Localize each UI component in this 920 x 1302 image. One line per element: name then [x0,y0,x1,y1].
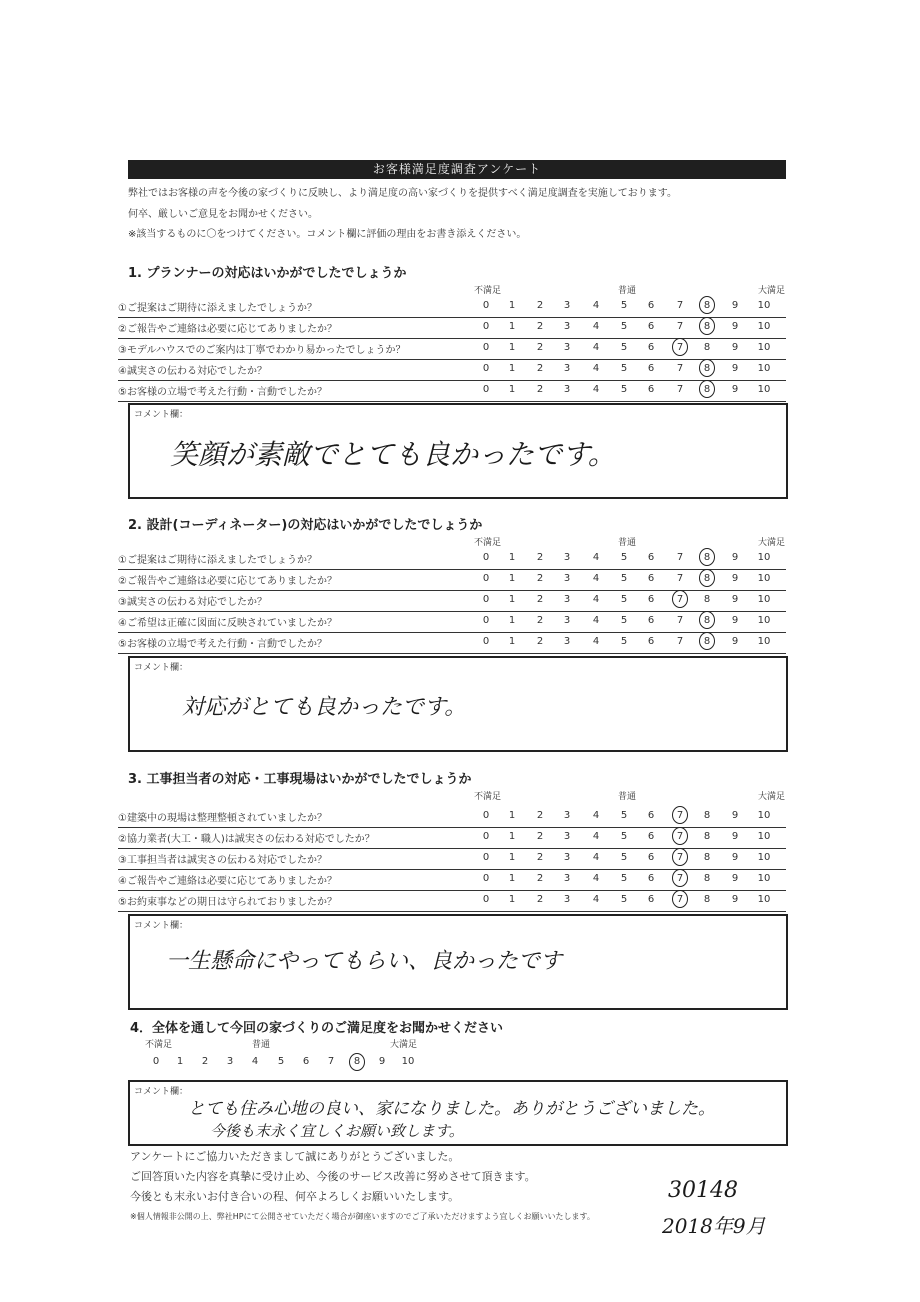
section-1-comment-text: 笑顔が素敵でとても良かったです。 [170,438,616,471]
rating-option-9[interactable]: 9 [731,594,739,605]
rating-option-0[interactable]: 0 [482,342,490,353]
rating-option-1[interactable]: 1 [508,552,516,563]
question-row [118,827,786,849]
rating-option-8[interactable]: 8 [703,852,711,863]
rating-option-7[interactable]: 7 [676,384,684,395]
intro-line-1: 弊社ではお客様の声を今後の家づくりに反映し、より満足度の高い家づくりを提供すべく満足度調査を実施しております。 [128,188,677,199]
rating-option-8[interactable]: 8 [703,552,711,563]
rating-option-2[interactable]: 2 [536,636,544,647]
rating-option-10[interactable]: 10 [757,342,771,353]
rating-option-9[interactable]: 9 [731,573,739,584]
rating-option-7[interactable]: 7 [676,594,684,605]
rating-option-4[interactable]: 4 [592,573,600,584]
rating-option-3[interactable]: 3 [563,300,571,311]
rating-option-10[interactable]: 10 [757,852,771,863]
rating-option-3[interactable]: 3 [563,321,571,332]
question-text: ⑤お約束事などの期日は守られておりましたか？ [118,897,337,908]
rating-option-4[interactable]: 4 [592,810,600,821]
rating-option-5[interactable]: 5 [620,810,628,821]
rating-option-7[interactable]: 7 [676,363,684,374]
rating-option-7[interactable]: 7 [676,300,684,311]
rating-option-9[interactable]: 9 [731,321,739,332]
rating-option-8[interactable]: 8 [703,342,711,353]
rating-option-8[interactable]: 8 [703,573,711,584]
rating-option-0[interactable]: 0 [482,594,490,605]
rating-option-8[interactable]: 8 [703,810,711,821]
section-3-title: 3. 工事担当者の対応・工事現場はいかがでしたでしょうか [128,772,472,787]
rating-option-8[interactable]: 8 [703,873,711,884]
rating-option-3[interactable]: 3 [563,873,571,884]
rating-option-2[interactable]: 2 [536,300,544,311]
rating-option-0[interactable]: 0 [482,384,490,395]
rating-option-7[interactable]: 7 [676,552,684,563]
selected-rating-circle [699,380,715,398]
selected-rating-circle [699,317,715,335]
rating-option-5[interactable]: 5 [620,342,628,353]
handwritten-id: 30148 [668,1178,738,1203]
rating-option-3[interactable]: 3 [563,810,571,821]
rating-option-5[interactable]: 5 [620,363,628,374]
rating-option-3[interactable]: 3 [563,573,571,584]
rating-option-2[interactable]: 2 [536,810,544,821]
rating-option-2[interactable]: 2 [536,321,544,332]
question-row [118,569,786,591]
question-row [118,890,786,912]
rating-option-0[interactable]: 0 [482,810,490,821]
rating-option-2[interactable]: 2 [536,852,544,863]
rating-option-9[interactable]: 9 [731,363,739,374]
rating-option-8[interactable]: 8 [703,300,711,311]
rating-option-4[interactable]: 4 [592,321,600,332]
rating-option-9[interactable]: 9 [731,342,739,353]
rating-option-8[interactable]: 8 [703,384,711,395]
rating-option-4[interactable]: 4 [592,342,600,353]
selected-rating-circle [672,890,688,908]
intro-line-3: ※該当するものに〇をつけてください。コメント欄に評価の理由をお書き添えください。 [128,229,527,240]
rating-option-10[interactable]: 10 [757,636,771,647]
question-text: ②協力業者(大工・職人)は誠実さの伝わる対応でしたか？ [118,834,375,845]
section-4-comment-line-2: 今後も末永く宜しくお願い致します。 [210,1122,464,1140]
rating-option-3[interactable]: 3 [563,552,571,563]
rating-option-0[interactable]: 0 [482,615,490,626]
section-1-scale-mid: 普通 [618,286,637,296]
section-1-comment-box [128,403,788,499]
question-text: ③工事担当者は誠実さの伝わる対応でしたか？ [118,855,327,866]
rating-option-6[interactable]: 6 [647,321,655,332]
rating-option-2[interactable]: 2 [536,384,544,395]
rating-option-5[interactable]: 5 [620,384,628,395]
rating-option-1[interactable]: 1 [508,573,516,584]
rating-option-2[interactable]: 2 [536,894,544,905]
rating-option-9[interactable]: 9 [731,552,739,563]
question-row [118,590,786,612]
rating-option-4[interactable]: 4 [592,300,600,311]
question-row [118,338,786,360]
rating-option-2[interactable]: 2 [536,342,544,353]
rating-option-4[interactable]: 4 [592,384,600,395]
rating-option-6[interactable]: 6 [647,594,655,605]
rating-option-9[interactable]: 9 [731,873,739,884]
section-2-scale-mid: 普通 [618,538,637,548]
handwritten-date: 2018年9月 [662,1214,766,1238]
comment-label: コメント欄： [134,921,189,931]
question-text: ③モデルハウスでのご案内は丁寧でわかり易かったでしょうか？ [118,345,406,356]
rating-option-1[interactable]: 1 [508,636,516,647]
rating-option-10[interactable]: 10 [757,831,771,842]
rating-option-7[interactable]: 7 [676,342,684,353]
question-row [118,380,786,402]
selected-rating-circle [672,869,688,887]
rating-option-2[interactable]: 2 [536,552,544,563]
rating-option-8[interactable]: 8 [703,615,711,626]
rating-option-4[interactable]: 4 [592,363,600,374]
rating-option-10[interactable]: 10 [401,1056,415,1067]
rating-option-5[interactable]: 5 [620,573,628,584]
rating-option-7[interactable]: 7 [676,636,684,647]
question-row [118,848,786,870]
question-row [118,359,786,381]
rating-option-4[interactable]: 4 [251,1056,259,1067]
rating-option-6[interactable]: 6 [647,636,655,647]
rating-option-6[interactable]: 6 [647,552,655,563]
question-text: ③誠実さの伝わる対応でしたか？ [118,597,267,608]
rating-option-1[interactable]: 1 [508,873,516,884]
section-4-rating-scale [0,1056,920,1076]
rating-option-8[interactable]: 8 [703,636,711,647]
closing-line-3: 今後とも末永いお付き合いの程、何卒よろしくお願いいたします。 [130,1190,460,1203]
selected-rating-circle [672,827,688,845]
rating-option-8[interactable]: 8 [703,321,711,332]
question-text: ①ご提案はご期待に添えましたでしょうか？ [118,303,317,314]
section-4-scale-mid: 普通 [252,1040,271,1050]
rating-option-2[interactable]: 2 [536,573,544,584]
section-2-comment-box [128,656,788,752]
rating-option-5[interactable]: 5 [620,894,628,905]
section-2-comment-text: 対応がとても良かったです。 [182,695,467,720]
section-4-comment-line-1: とても住み心地の良い、家になりました。ありがとうございました。 [188,1099,715,1119]
question-text: ⑤お客様の立場で考えた行動・言動でしたか？ [118,639,327,650]
rating-option-1[interactable]: 1 [508,852,516,863]
rating-option-3[interactable]: 3 [563,363,571,374]
question-row [118,869,786,891]
question-row [118,611,786,633]
rating-option-3[interactable]: 3 [563,384,571,395]
rating-option-6[interactable]: 6 [302,1056,310,1067]
selected-rating-circle [699,569,715,587]
rating-option-10[interactable]: 10 [757,552,771,563]
selected-rating-circle [672,806,688,824]
section-3-scale-high: 大満足 [758,792,786,802]
rating-option-7[interactable]: 7 [676,573,684,584]
rating-option-5[interactable]: 5 [620,552,628,563]
rating-option-4[interactable]: 4 [592,594,600,605]
question-row [118,548,786,570]
section-2-scale-high: 大満足 [758,538,786,548]
rating-option-0[interactable]: 0 [482,852,490,863]
rating-option-4[interactable]: 4 [592,894,600,905]
rating-option-3[interactable]: 3 [563,342,571,353]
rating-option-0[interactable]: 0 [482,636,490,647]
comment-label: コメント欄： [134,1087,189,1097]
rating-option-5[interactable]: 5 [620,852,628,863]
rating-option-5[interactable]: 5 [620,873,628,884]
rating-option-8[interactable]: 8 [703,894,711,905]
selected-rating-circle [672,590,688,608]
rating-option-6[interactable]: 6 [647,363,655,374]
selected-rating-circle [672,848,688,866]
section-4-comment-box [128,1080,788,1146]
rating-option-1[interactable]: 1 [508,894,516,905]
rating-option-10[interactable]: 10 [757,363,771,374]
rating-option-9[interactable]: 9 [731,852,739,863]
rating-option-9[interactable]: 9 [731,384,739,395]
question-row [118,296,786,318]
rating-option-6[interactable]: 6 [647,831,655,842]
rating-option-1[interactable]: 1 [508,321,516,332]
rating-option-3[interactable]: 3 [563,894,571,905]
rating-option-2[interactable]: 2 [201,1056,209,1067]
rating-option-0[interactable]: 0 [482,873,490,884]
rating-option-0[interactable]: 0 [482,363,490,374]
section-2-title: 2. 設計(コーディネーター)の対応はいかがでしたでしょうか [128,518,483,533]
question-text: ①ご提案はご期待に添えましたでしょうか？ [118,555,317,566]
rating-option-4[interactable]: 4 [592,852,600,863]
rating-option-3[interactable]: 3 [563,615,571,626]
rating-option-8[interactable]: 8 [353,1056,361,1067]
rating-option-7[interactable]: 7 [327,1056,335,1067]
rating-option-1[interactable]: 1 [508,594,516,605]
question-text: ②ご報告やご連絡は必要に応じてありましたか？ [118,576,337,587]
rating-option-9[interactable]: 9 [378,1056,386,1067]
rating-option-5[interactable]: 5 [620,594,628,605]
rating-option-4[interactable]: 4 [592,831,600,842]
question-text: ①建築中の現場は整理整頓されていましたか？ [118,813,327,824]
rating-option-5[interactable]: 5 [620,300,628,311]
rating-option-6[interactable]: 6 [647,573,655,584]
rating-option-7[interactable]: 7 [676,852,684,863]
rating-option-6[interactable]: 6 [647,384,655,395]
section-4-title: 4．全体を通して今回の家づくりのご満足度をお聞かせください [130,1021,504,1036]
rating-option-6[interactable]: 6 [647,615,655,626]
rating-option-10[interactable]: 10 [757,321,771,332]
question-row [118,317,786,339]
rating-option-1[interactable]: 1 [508,384,516,395]
rating-option-6[interactable]: 6 [647,873,655,884]
rating-option-9[interactable]: 9 [731,810,739,821]
rating-option-8[interactable]: 8 [703,594,711,605]
rating-option-0[interactable]: 0 [482,300,490,311]
question-row [118,806,786,828]
rating-option-10[interactable]: 10 [757,615,771,626]
selected-rating-circle [699,611,715,629]
selected-rating-circle [699,359,715,377]
closing-line-1: アンケートにご協力いただきまして誠にありがとうございました。 [130,1150,460,1163]
rating-option-7[interactable]: 7 [676,894,684,905]
rating-option-9[interactable]: 9 [731,300,739,311]
rating-option-0[interactable]: 0 [482,321,490,332]
comment-label: コメント欄： [134,663,189,673]
selected-rating-circle [699,296,715,314]
rating-option-5[interactable]: 5 [620,615,628,626]
rating-option-10[interactable]: 10 [757,300,771,311]
rating-option-6[interactable]: 6 [647,810,655,821]
question-text: ④ご報告やご連絡は必要に応じてありましたか？ [118,876,337,887]
rating-option-1[interactable]: 1 [508,363,516,374]
rating-option-10[interactable]: 10 [757,573,771,584]
rating-option-4[interactable]: 4 [592,552,600,563]
rating-option-10[interactable]: 10 [757,873,771,884]
rating-option-4[interactable]: 4 [592,873,600,884]
rating-option-0[interactable]: 0 [482,831,490,842]
rating-option-3[interactable]: 3 [226,1056,234,1067]
rating-option-3[interactable]: 3 [563,636,571,647]
rating-option-7[interactable]: 7 [676,831,684,842]
rating-option-8[interactable]: 8 [703,831,711,842]
rating-option-1[interactable]: 1 [508,810,516,821]
section-1-scale-high: 大満足 [758,286,786,296]
survey-title-bar [128,160,786,179]
section-3-comment-text: 一生懸命にやってもらい、良かったです [166,949,563,974]
rating-option-3[interactable]: 3 [563,594,571,605]
rating-option-5[interactable]: 5 [620,321,628,332]
section-4-scale-high: 大満足 [390,1040,418,1050]
rating-option-9[interactable]: 9 [731,894,739,905]
rating-option-5[interactable]: 5 [620,636,628,647]
rating-option-1[interactable]: 1 [508,342,516,353]
rating-option-1[interactable]: 1 [508,615,516,626]
comment-label: コメント欄： [134,410,189,420]
rating-option-3[interactable]: 3 [563,831,571,842]
rating-option-7[interactable]: 7 [676,873,684,884]
rating-option-10[interactable]: 10 [757,384,771,395]
question-text: ⑤お客様の立場で考えた行動・言動でしたか？ [118,387,327,398]
selected-rating-circle [349,1053,365,1071]
intro-line-2: 何卒、厳しいご意見をお聞かせください。 [128,209,318,220]
rating-option-0[interactable]: 0 [482,894,490,905]
rating-option-10[interactable]: 10 [757,810,771,821]
section-1-title: 1. プランナーの対応はいかがでしたでしょうか [128,266,407,281]
rating-option-6[interactable]: 6 [647,852,655,863]
rating-option-2[interactable]: 2 [536,363,544,374]
rating-option-10[interactable]: 10 [757,594,771,605]
rating-option-5[interactable]: 5 [620,831,628,842]
rating-option-4[interactable]: 4 [592,636,600,647]
selected-rating-circle [699,632,715,650]
question-text: ②ご報告やご連絡は必要に応じてありましたか？ [118,324,337,335]
rating-option-7[interactable]: 7 [676,615,684,626]
rating-option-6[interactable]: 6 [647,300,655,311]
rating-option-6[interactable]: 6 [647,894,655,905]
rating-option-1[interactable]: 1 [508,300,516,311]
rating-option-10[interactable]: 10 [757,894,771,905]
rating-option-9[interactable]: 9 [731,831,739,842]
rating-option-8[interactable]: 8 [703,363,711,374]
section-4-scale-low: 不満足 [145,1040,173,1050]
rating-option-6[interactable]: 6 [647,342,655,353]
rating-option-7[interactable]: 7 [676,321,684,332]
question-text: ④誠実さの伝わる対応でしたか？ [118,366,267,377]
rating-option-3[interactable]: 3 [563,852,571,863]
rating-option-0[interactable]: 0 [482,573,490,584]
rating-option-1[interactable]: 1 [176,1056,184,1067]
section-3-scale-mid: 普通 [618,792,637,802]
question-row [118,632,786,654]
selected-rating-circle [699,548,715,566]
rating-option-7[interactable]: 7 [676,810,684,821]
section-3-scale-low: 不満足 [474,792,502,802]
rating-option-2[interactable]: 2 [536,873,544,884]
closing-line-2: ご回答頂いた内容を真摯に受け止め、今後のサービス改善に努めさせて頂きます。 [130,1170,536,1183]
privacy-note: ※個人情報非公開の上、弊社HPにて公開させていただく場合が御座いますのでご了承いただけますよう宜しくお願いいたします。 [130,1212,595,1221]
rating-option-0[interactable]: 0 [152,1056,160,1067]
rating-option-9[interactable]: 9 [731,615,739,626]
rating-option-2[interactable]: 2 [536,615,544,626]
question-text: ④ご希望は正確に図面に反映されていましたか？ [118,618,337,629]
rating-option-1[interactable]: 1 [508,831,516,842]
rating-option-2[interactable]: 2 [536,594,544,605]
rating-option-0[interactable]: 0 [482,552,490,563]
section-1-scale-low: 不満足 [474,286,502,296]
rating-option-5[interactable]: 5 [277,1056,285,1067]
rating-option-2[interactable]: 2 [536,831,544,842]
selected-rating-circle [672,338,688,356]
section-2-scale-low: 不満足 [474,538,502,548]
rating-option-4[interactable]: 4 [592,615,600,626]
survey-title: お客様満足度調査アンケート [372,162,542,176]
section-3-comment-box [128,914,788,1010]
rating-option-9[interactable]: 9 [731,636,739,647]
